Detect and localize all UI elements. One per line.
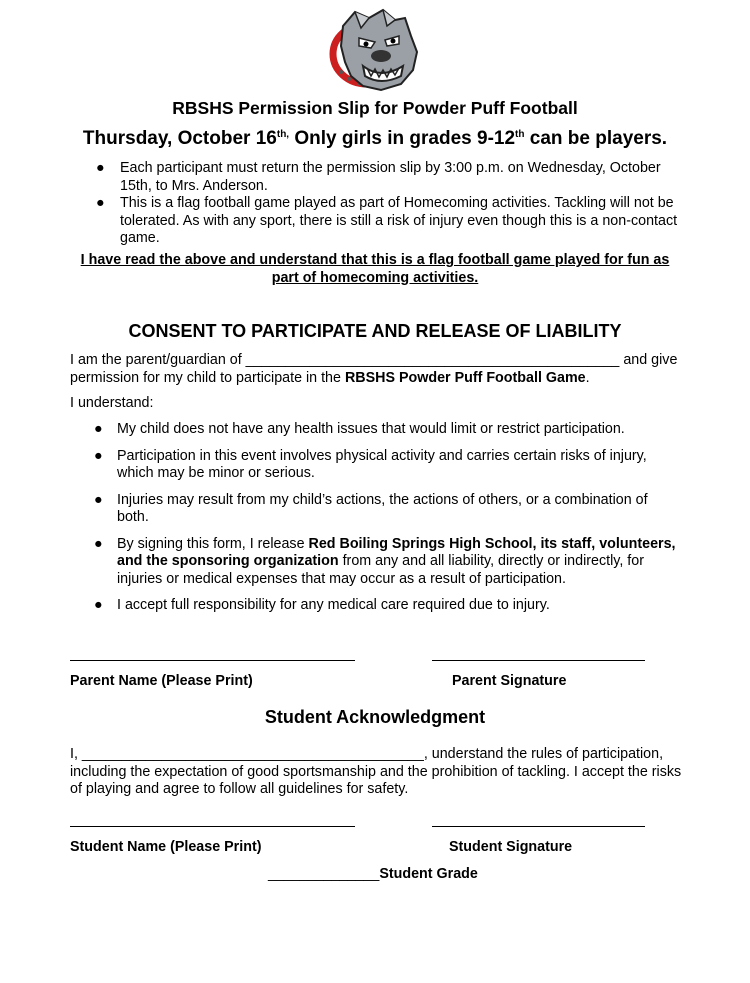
student-name-label: Student Name (Please Print): [70, 839, 262, 855]
page-title: RBSHS Permission Slip for Powder Puff Football: [172, 98, 578, 118]
consent-heading: CONSENT TO PARTICIPATE AND RELEASE OF LIABILITY: [128, 321, 622, 341]
student-grade-label: Student Grade: [379, 866, 478, 882]
list-item: ● My child does not have any health issues that would limit or restrict participation.: [94, 421, 625, 437]
student-signature-label: Student Signature: [449, 839, 573, 855]
parent-name-label: Parent Name (Please Print): [70, 673, 253, 689]
understanding-list: [94, 421, 679, 624]
list-item: ● Each participant must return the permission slip by 3:00 p.m. on Wednesday, October 15th, to Mrs. Anderson.: [96, 160, 661, 194]
student-grade-blank[interactable]: ______________: [268, 866, 380, 882]
guardian-statement: I am the parent/guardian of _______________________________________________ and give permission for my child to participate in the RBSHS Powder Puff Football Game.: [70, 352, 678, 386]
list-item: ● Participation in this event involves physical activity and carries certain risks of injury, which may be minor or serious.: [94, 447, 647, 481]
bullet-icon: ●: [94, 535, 103, 552]
bullet-icon: ●: [94, 421, 103, 437]
student-statement: I, ___________________________________________, understand the rules of participation, including the expectation of good sportsmanship and the prohibition of tackling. I accept the risks of playing and agree to follow all guidelines for safety.: [70, 746, 682, 797]
bullet-icon: ●: [96, 160, 105, 176]
bullet-icon: ●: [94, 491, 103, 508]
list-item: ● This is a flag football game played as part of Homecoming activities. Tackling will not be tolerated. As with any sport, there is still a risk of injury even though this is a non-contact game.: [96, 195, 678, 246]
child-name-blank[interactable]: _______________________________________________: [245, 352, 620, 368]
bullet-icon: ●: [94, 447, 103, 464]
student-grade-field: [268, 866, 478, 882]
parent-signature-label: Parent Signature: [452, 673, 567, 689]
list-item: ● By signing this form, I release Red Boiling Springs High School, its staff, volunteers, and the sponsoring organization from any and all liability, directly or indirectly, for injuries or medical expenses that may occur as a result of participation.: [94, 535, 676, 587]
understand-label: I understand:: [70, 395, 154, 411]
parent-name-line[interactable]: [70, 660, 355, 661]
student-signature-line[interactable]: [432, 826, 645, 827]
student-name-line[interactable]: [70, 826, 355, 827]
bulldog-logo: [321, 6, 423, 92]
list-item: ● Injuries may result from my child’s actions, the actions of others, or a combination of both.: [94, 491, 648, 525]
notes-list: [96, 160, 681, 248]
list-item: ● I accept full responsibility for any medical care required due to injury.: [94, 597, 550, 613]
bullet-icon: ●: [94, 597, 103, 613]
student-name-blank[interactable]: ___________________________________________: [81, 746, 424, 762]
acknowledgement-statement: I have read the above and understand that this is a flag football game played for fun as part of homecoming activities.: [80, 252, 670, 286]
student-acknowledgment-heading: Student Acknowledgment: [264, 707, 486, 727]
event-date-line: Thursday, October $16^{th,}$ Only girls in grades 9-12th can be players.: [82, 128, 668, 149]
bullet-icon: ●: [96, 195, 105, 211]
parent-signature-line[interactable]: [432, 660, 645, 661]
